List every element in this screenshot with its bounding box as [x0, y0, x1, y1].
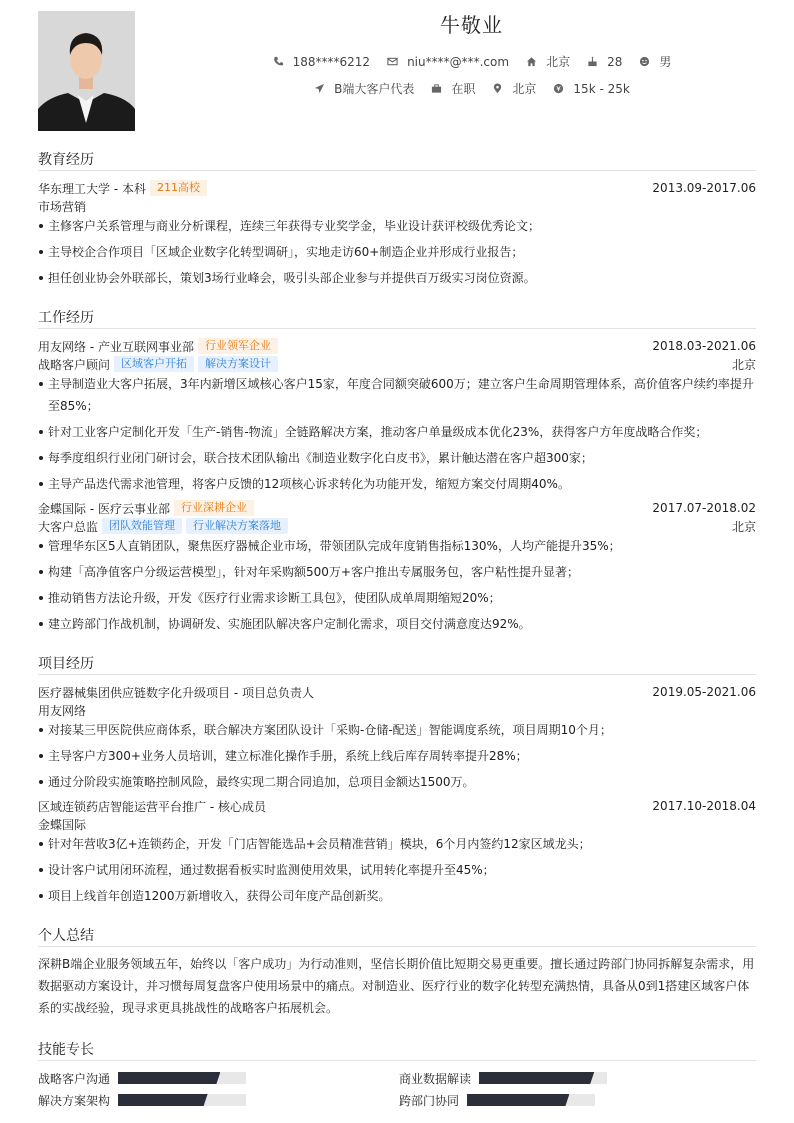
bullet-list: [38, 373, 756, 495]
skill-label: 跨部门协同: [399, 1093, 460, 1108]
skill-item: [38, 1069, 399, 1087]
skill-item: [38, 1091, 399, 1109]
major: 市场营销: [38, 199, 87, 214]
skill-bar-fill: [467, 1094, 569, 1106]
skill-bar: [118, 1094, 246, 1106]
company-tag: 行业领军企业: [198, 338, 278, 354]
skill-bar: [479, 1072, 607, 1084]
work-entry: [38, 337, 756, 495]
project-entry: [38, 683, 756, 793]
bullet-item: 通过分阶段实施策略控制风险，最终实现二期合同追加，总项目金额达1500万。: [38, 771, 756, 793]
bullet-item: 担任创业协会外联部长，策划3场行业峰会，吸引头部企业参与并提供百万级实习岗位资源。: [38, 267, 756, 289]
section-title: 个人总结: [38, 925, 756, 947]
location-icon: [491, 82, 504, 95]
entry-date: 2017.07-2018.02: [652, 501, 756, 515]
section-title: 教育经历: [38, 149, 756, 171]
work-section: [38, 307, 756, 639]
bullet-list: [38, 535, 756, 635]
gender-info: 男: [638, 53, 671, 70]
education-entry: [38, 179, 756, 289]
skill-bar: [118, 1072, 246, 1084]
bullet-item: 建立跨部门作战机制，协调研发、实施团队解决客户定制化需求，项目交付满意度达92%。: [38, 613, 756, 635]
role-tag: 行业解决方案落地: [186, 518, 288, 534]
section-title: 技能专长: [38, 1039, 756, 1061]
bullet-item: 主修客户关系管理与商业分析课程，连续三年获得专业奖学金，毕业设计获评校级优秀论文；: [38, 215, 756, 237]
skill-label: 商业数据解读: [399, 1071, 472, 1086]
job-city: 北京: [731, 519, 756, 534]
project-name: 医疗器械集团供应链数字化升级项目 - 项目总负责人: [38, 685, 314, 700]
role-tag: 解决方案设计: [198, 356, 278, 372]
bullet-item: 主导制造业大客户拓展，3年内新增区域核心客户15家，年度合同额突破600万；建立客户生命周期管理体系，高价值客户续约率提升至85%；: [38, 373, 756, 417]
role-tag: 区域客户开拓: [114, 356, 194, 372]
entry-date: 2017.10-2018.04: [652, 799, 756, 813]
skill-label: 战略客户沟通: [38, 1071, 111, 1086]
bullet-list: [38, 719, 756, 793]
bullet-item: 项目上线首年创造1200万新增收入，获得公司年度产品创新奖。: [38, 885, 756, 907]
bullet-item: 针对年营收3亿+连锁药企，开发「门店智能选品+会员精准营销」模块，6个月内签约12家区域龙头；: [38, 833, 756, 855]
work-entry: [38, 499, 756, 635]
job-role: 大客户总监: [38, 519, 99, 534]
project-entry: [38, 797, 756, 907]
profile-photo: [38, 11, 135, 131]
bullet-item: 推动销售方法论升级，开发《医疗行业需求诊断工具包》，使团队成单周期缩短20%；: [38, 587, 756, 609]
gender-icon: [638, 55, 651, 68]
company-name: 金蝶国际 - 医疗云事业部: [38, 501, 170, 516]
job-role: 战略客户顾问: [38, 357, 111, 372]
bullet-item: 对接某三甲医院供应商体系，联合解决方案团队设计「采购-仓储-配送」智能调度系统，项目周期10个月；: [38, 719, 756, 741]
skill-item: [399, 1069, 756, 1087]
education-section: [38, 149, 756, 293]
bullet-item: 主导校企合作项目「区域企业数字化转型调研」，实地走访60+制造企业并形成行业报告；: [38, 241, 756, 263]
age-info: 28: [586, 55, 622, 69]
section-title: 项目经历: [38, 653, 756, 675]
company-name: 用友网络 - 产业互联网事业部: [38, 339, 194, 354]
skills-section: [38, 1039, 756, 1109]
salary-info: 15k - 25k: [552, 82, 629, 96]
job-city: 北京: [731, 357, 756, 372]
cake-icon: [586, 55, 599, 68]
summary-text: 深耕B端企业服务领域五年，始终以「客户成功」为行动准则，坚信长期价值比短期交易更重要。擅长通过跨部门协同拆解复杂需求，用数据驱动方案设计，并习惯每周复盘客户使用场景中的痛点。对制造业、医疗行业的数字化转型充满热情，具备从0到1搭建区域客户体系的实战经验，现寻求更具挑战性的战略客户拓展机会。: [38, 957, 755, 1015]
bullet-item: 构建「高净值客户分级运营模型」，针对年采购额500万+客户推出专属服务包，客户粘性提升显著；: [38, 561, 756, 583]
send-icon: [313, 82, 326, 95]
skills-grid: [38, 1069, 756, 1109]
job-intent-row: [135, 80, 794, 97]
job-status-info: 在职: [430, 80, 475, 97]
entry-date: 2018.03-2021.06: [652, 339, 756, 353]
project-section: [38, 653, 756, 911]
bullet-item: 主导产品迭代需求池管理，将客户反馈的12项核心诉求转化为功能开发，缩短方案交付周期40%。: [38, 473, 756, 495]
project-org: 用友网络: [38, 703, 87, 718]
skill-item: [399, 1091, 756, 1109]
entry-date: 2013.09-2017.06: [652, 181, 756, 195]
bullet-item: 每季度组织行业闭门研讨会，联合技术团队输出《制造业数字化白皮书》，累计触达潜在客户超300家；: [38, 447, 756, 469]
school-tag: 211高校: [150, 180, 207, 196]
target-city-info: 北京: [491, 80, 536, 97]
section-title: 工作经历: [38, 307, 756, 329]
company-tag: 行业深耕企业: [174, 500, 254, 516]
briefcase-icon: [430, 82, 443, 95]
email-info: niu****@***.com: [386, 55, 509, 69]
school-name: 华东理工大学 - 本科: [38, 181, 146, 196]
phone-icon: [272, 55, 285, 68]
project-name: 区域连锁药店智能运营平台推广 - 核心成员: [38, 799, 266, 814]
skill-bar-fill: [118, 1094, 208, 1106]
bullet-list: [38, 215, 756, 289]
contact-info-row: [135, 53, 794, 70]
project-org: 金蝶国际: [38, 817, 87, 832]
bullet-item: 针对工业客户定制化开发「生产-销售-物流」全链路解决方案，推动客户单量级成本优化23%，获得客户方年度战略合作奖；: [38, 421, 756, 443]
bullet-item: 设计客户试用闭环流程，通过数据看板实时监测使用效果，试用转化率提升至45%；: [38, 859, 756, 881]
home-icon: [525, 55, 538, 68]
target-position-info: B端大客户代表: [313, 80, 414, 97]
salary-icon: [552, 82, 565, 95]
skill-bar: [467, 1094, 595, 1106]
bullet-item: 管理华东区5人直销团队，聚焦医疗器械企业市场，带领团队完成年度销售指标130%，人均产能提升35%；: [38, 535, 756, 557]
mail-icon: [386, 55, 399, 68]
phone-info: 188****6212: [272, 55, 370, 69]
skill-bar-fill: [118, 1072, 220, 1084]
bullet-list: [38, 833, 756, 907]
bullet-item: 主导客户方300+业务人员培训，建立标准化操作手册，系统上线后库存周转率提升28%；: [38, 745, 756, 767]
skill-label: 解决方案架构: [38, 1093, 111, 1108]
role-tag: 团队效能管理: [102, 518, 182, 534]
entry-date: 2019.05-2021.06: [652, 685, 756, 699]
skill-bar-fill: [479, 1072, 594, 1084]
hometown-info: 北京: [525, 53, 570, 70]
summary-section: [38, 925, 756, 1019]
candidate-name: 牛敬业: [440, 13, 503, 37]
